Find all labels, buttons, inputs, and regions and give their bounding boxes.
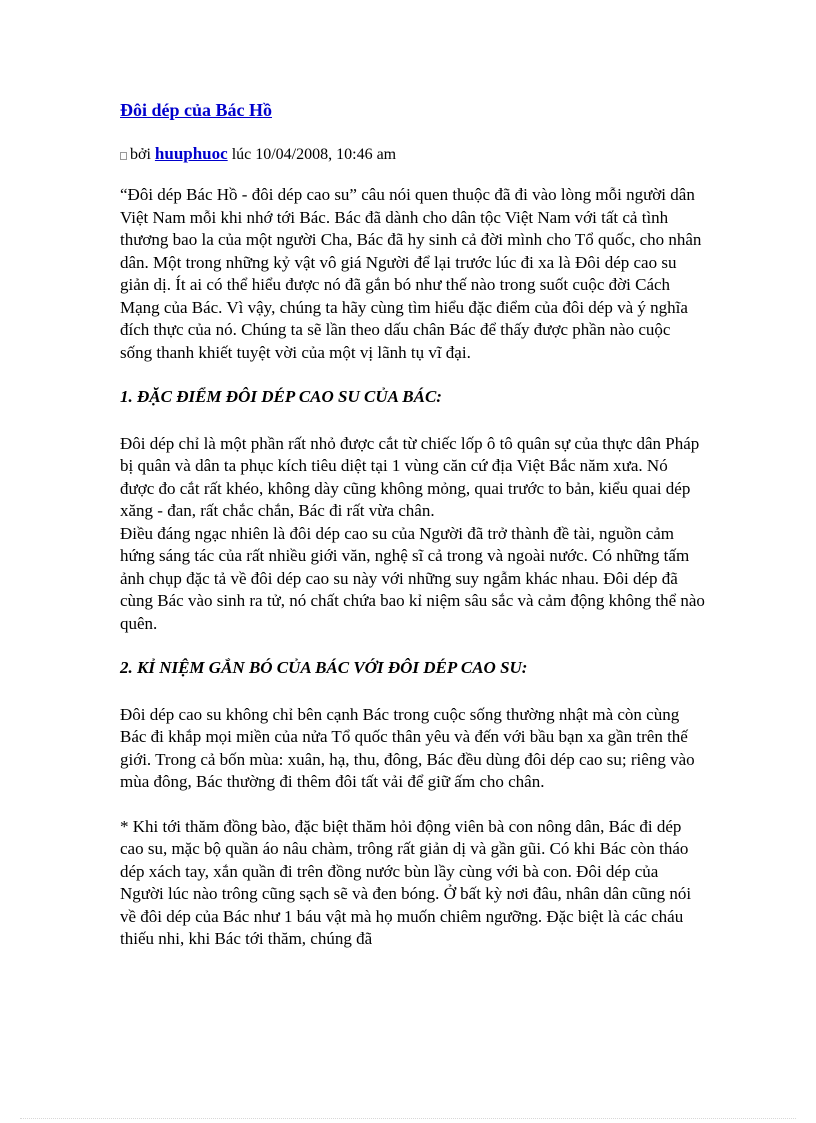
article-title-link[interactable]: Đôi dép của Bác Hồ [120, 100, 273, 120]
byline-prefix: bởi [130, 146, 151, 163]
byline [120, 143, 705, 166]
section-1-heading: 1. ĐẶC ĐIỂM ĐÔI DÉP CAO SU CỦA BÁC: [120, 387, 442, 406]
section-1-paragraph-1: Đôi dép chỉ là một phần rất nhỏ được cắt từ chiếc lốp ô tô quân sự của thực dân Pháp bị quân và dân ta phục kích tiêu diệt tại 1 vùng căn cứ địa Việt Bắc năm xưa. Nó được đo cắt rất khéo, không dày cũng không mỏng, quai trước to bản, kiểu quai dép xăng - đan, rất chắc chắn, Bác đi rất vừa chân. [120, 433, 700, 520]
section-2-paragraph-2: * Khi tới thăm đồng bào, đặc biệt thăm hỏi động viên bà con nông dân, Bác đi dép cao su, mặc bộ quần áo nâu chàm, trông rất giản dị và gần gũi. Có khi Bác còn tháo dép xách tay, xắn quần đi trên đồng nước bùn lầy cùng với bà con. Đôi dép của Người lúc nào trông cũng sạch sẽ và đen bóng. Ở bất kỳ nơi đâu, nhân dân cũng nói về đôi dép của Bác như 1 báu vật mà họ muốn chiêm ngưỡng. Đặc biệt là các cháu thiếu nhi, khi Bác tới thăm, chúng đã [120, 816, 692, 948]
section-2-heading: 2. KỈ NIỆM GẮN BÓ CỦA BÁC VỚI ĐÔI DÉP CAO SU: [120, 658, 528, 677]
document-icon [120, 152, 127, 160]
section-2-paragraph-1: Đôi dép cao su không chỉ bên cạnh Bác trong cuộc sống thường nhật mà còn cùng Bác đi khắp mọi miền của nửa Tổ quốc thân yêu và đến với bầu bạn xa gần trên thế giới. Trong cả bốn mùa: xuân, hạ, thu, đông, Bác đều dùng đôi dép cao su; riêng vào mùa đông, Bác thường đi thêm đôi tất vải để giữ ấm cho chân. [120, 704, 695, 791]
page-bottom-divider [20, 1118, 796, 1119]
section-1-paragraph-2: Điều đáng ngạc nhiên là đôi dép cao su của Người đã trở thành đề tài, nguồn cảm hứng sáng tác của rất nhiều giới văn, nghệ sĩ cả trong và ngoài nước. Có những tấm ảnh chụp đặc tả về đôi dép cao su này với những suy ngẫm khác nhau. Đôi dép đã cùng Bác vào sinh ra tử, nó chất chứa bao kỉ niệm sâu sắc và cảm động không thể nào quên. [120, 523, 705, 633]
byline-timestamp: lúc 10/04/2008, 10:46 am [227, 146, 397, 163]
intro-paragraph: “Đôi dép Bác Hồ - đôi dép cao su” câu nói quen thuộc đã đi vào lòng mỗi người dân Việt Nam mỗi khi nhớ tới Bác. Bác đã dành cho dân tộc Việt Nam với tất cả tình thương bao la của một người Cha, Bác đã hy sinh cả đời mình cho Tổ quốc, cho nhân dân. Một trong những kỷ vật vô giá Người để lại trước lúc đi xa là Đôi dép cao su giản dị. Ít ai có thể hiểu được nó đã gắn bó như thế nào trong suốt cuộc đời Cách Mạng của Bác. Vì vậy, chúng ta hãy cùng tìm hiểu đặc điểm của đôi dép và ý nghĩa đích thực của nó. Chúng ta sẽ lần theo dấu chân Bác để thấy được phần nào cuộc sống thanh khiết tuyệt vời của một vị lãnh tụ vĩ đại. [120, 185, 702, 362]
author-link[interactable]: huuphuoc [154, 144, 228, 163]
article [120, 100, 705, 951]
